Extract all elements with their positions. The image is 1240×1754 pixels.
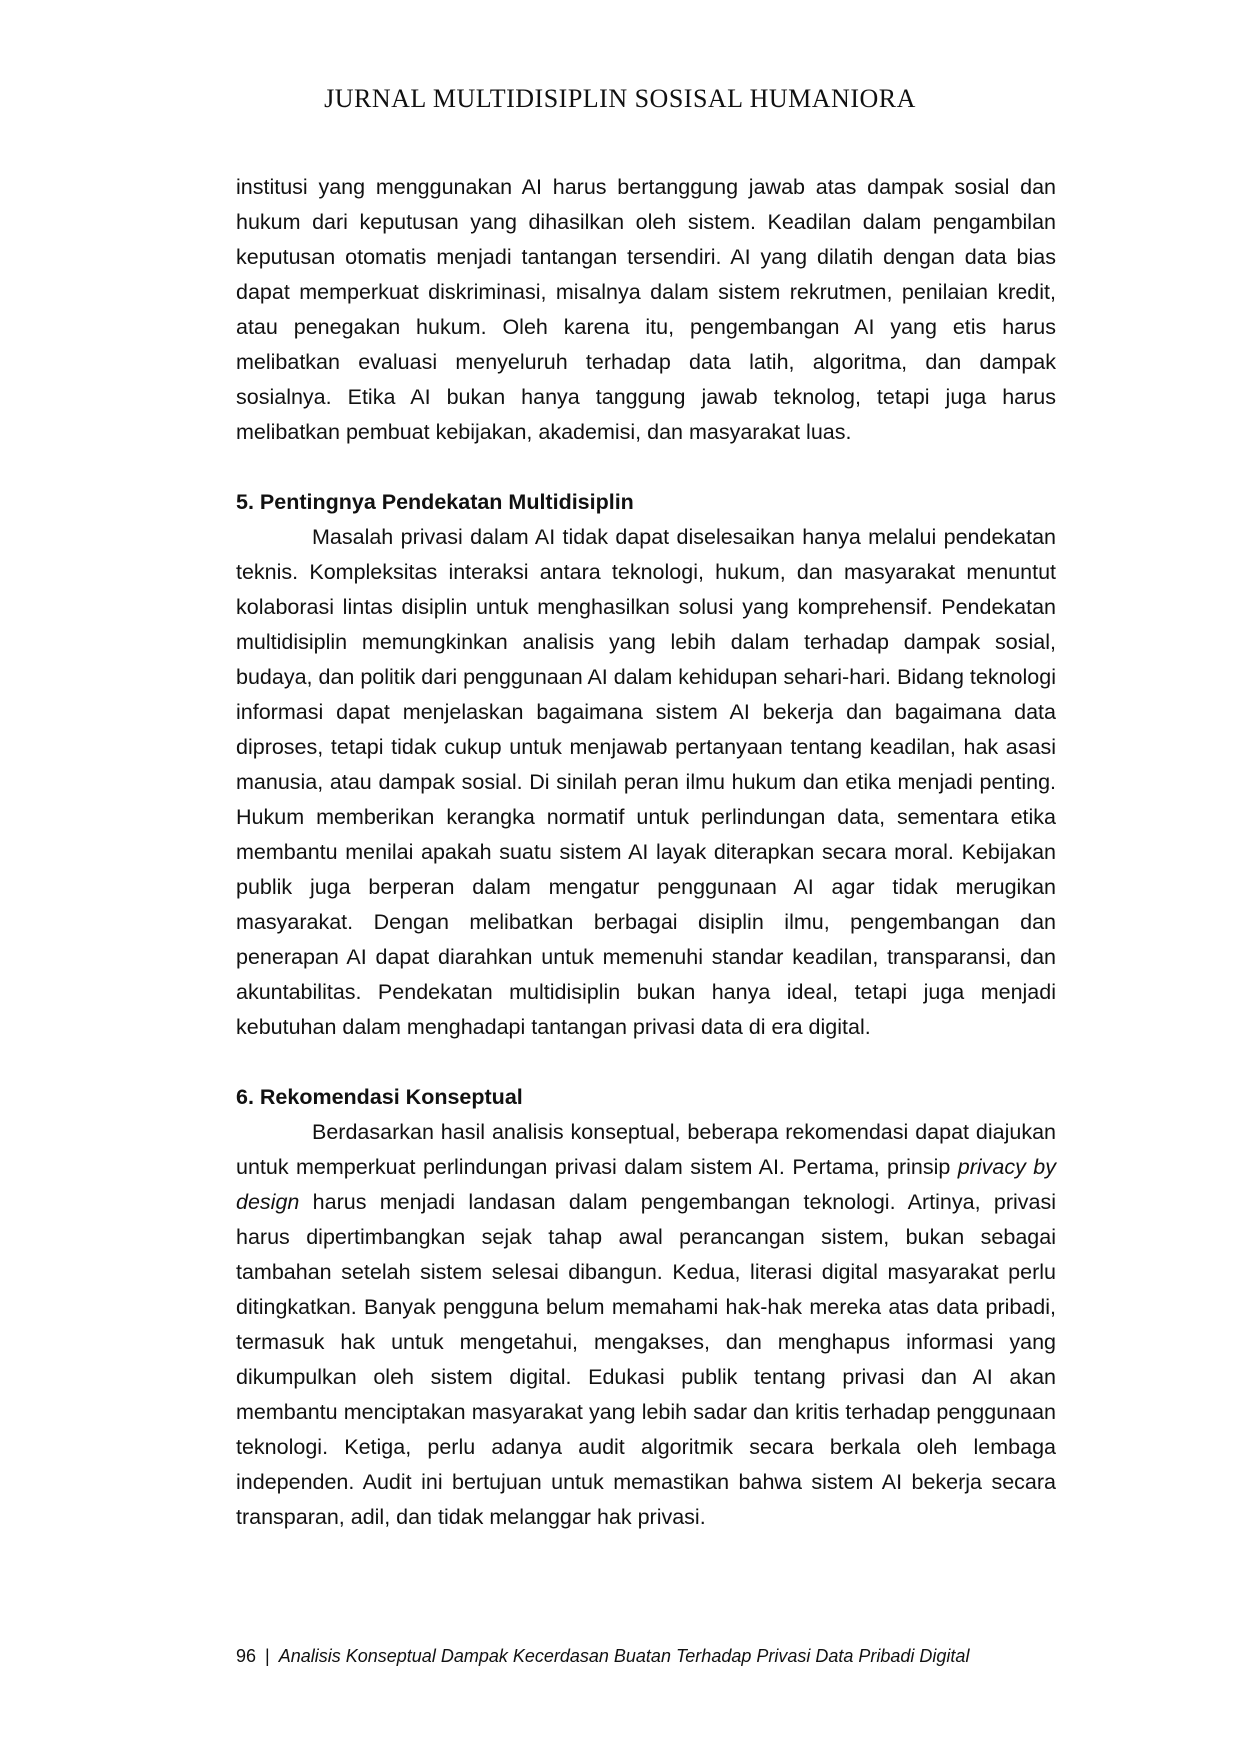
section-6-heading: 6. Rekomendasi Konseptual: [236, 1085, 523, 1109]
continued-paragraph: institusi yang menggunakan AI harus bertanggung jawab atas dampak sosial dan hukum dari keputusan yang dihasilkan oleh sistem. Keadilan dalam pengambilan keputusan otomatis menjadi tantangan tersendiri. AI yang dilatih dengan data bias dapat memperkuat diskriminasi, misalnya dalam sistem rekrutmen, penilaian kredit, atau penegakan hukum. Oleh karena itu, pengembangan AI yang etis harus melibatkan evaluasi menyeluruh terhadap data latih, algoritma, dan dampak sosialnya. Etika AI bukan hanya tanggung jawab teknolog, tetapi juga harus melibatkan pembuat kebijakan, akademisi, dan masyarakat luas.: [236, 175, 1056, 444]
page-footer: [236, 1646, 1056, 1667]
page-number: 96: [236, 1646, 257, 1666]
journal-title: JURNAL MULTIDISIPLIN SOSISAL HUMANIORA: [324, 84, 916, 113]
footer-article-title: Analisis Konseptual Dampak Kecerdasan Buatan Terhadap Privasi Data Pribadi Digital: [278, 1646, 970, 1666]
article-body: [236, 170, 1056, 1535]
footer-separator: |: [265, 1646, 270, 1666]
section-5-paragraph: Masalah privasi dalam AI tidak dapat diselesaikan hanya melalui pendekatan teknis. Kompleksitas interaksi antara teknologi, hukum, dan masyarakat menuntut kolaborasi lintas disiplin untuk menghasilkan solusi yang komprehensif. Pendekatan multidisiplin memungkinkan analisis yang lebih dalam terhadap dampak sosial, budaya, dan politik dari penggunaan AI dalam kehidupan sehari-hari. Bidang teknologi informasi dapat menjelaskan bagaimana sistem AI bekerja dan bagaimana data diproses, tetapi tidak cukup untuk menjawab pertanyaan tentang keadilan, hak asasi manusia, atau dampak sosial. Di sinilah peran ilmu hukum dan etika menjadi penting. Hukum memberikan kerangka normatif untuk perlindungan data, sementara etika membantu menilai apakah suatu sistem AI layak diterapkan secara moral. Kebijakan publik juga berperan dalam mengatur penggunaan AI agar tidak merugikan masyarakat. Dengan melibatkan berbagai disiplin ilmu, pengembangan dan penerapan AI dapat diarahkan untuk memenuhi standar keadilan, transparansi, dan akuntabilitas. Pendekatan multidisiplin bukan hanya ideal, tetapi juga menjadi kebutuhan dalam menghadapi tantangan privasi data di era digital.: [236, 525, 1056, 1039]
section-6-paragraph: [236, 1115, 1056, 1535]
section-6-text-part2: harus menjadi landasan dalam pengembangan teknologi. Artinya, privasi harus dipertimbangkan sejak tahap awal perancangan sistem, bukan sebagai tambahan setelah sistem selesai dibangun. Kedua, literasi digital masyarakat perlu ditingkatkan. Banyak pengguna belum memahami hak-hak mereka atas data pribadi, termasuk hak untuk mengetahui, mengakses, dan menghapus informasi yang dikumpulkan oleh sistem digital. Edukasi publik tentang privasi dan AI akan membantu menciptakan masyarakat yang lebih sadar dan kritis terhadap penggunaan teknologi. Ketiga, perlu adanya audit algoritmik secara berkala oleh lembaga independen. Audit ini bertujuan untuk memastikan bahwa sistem AI bekerja secara transparan, adil, dan tidak melanggar hak privasi.: [236, 1190, 1056, 1529]
section-6-italic-term: privacy by design: [236, 1155, 1056, 1214]
section-5-heading: 5. Pentingnya Pendekatan Multidisiplin: [236, 490, 634, 514]
section-6-text-part1: Berdasarkan hasil analisis konseptual, beberapa rekomendasi dapat diajukan untuk memperkuat perlindungan privasi dalam sistem AI. Pertama, prinsip: [236, 1120, 1056, 1179]
